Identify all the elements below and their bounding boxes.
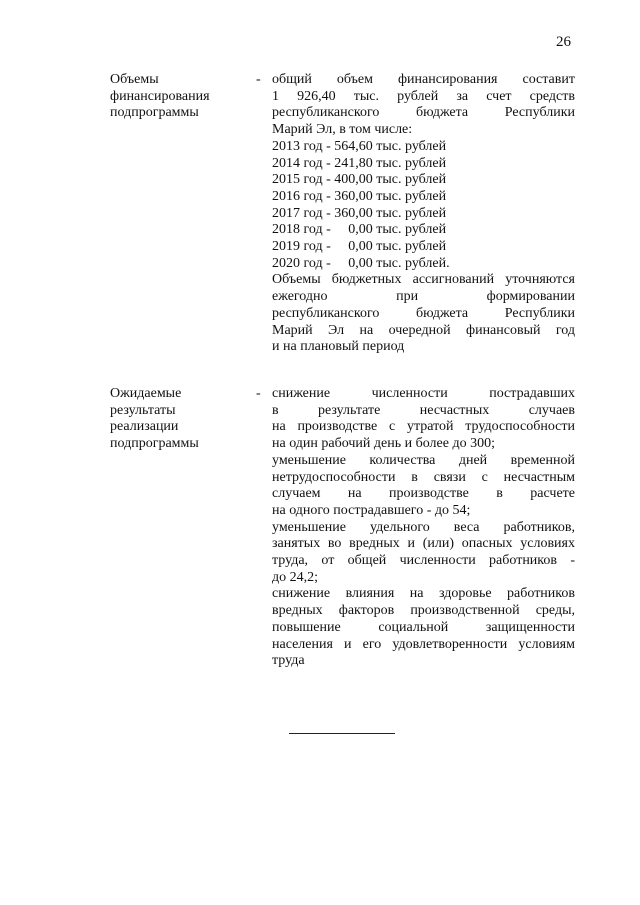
page-number: 26: [556, 34, 571, 50]
results-line: на один рабочий день и более до 300;: [272, 436, 495, 452]
results-line: снижение влияния на здоровье работников: [272, 586, 575, 602]
funding-year-line: 2013 год - 564,60 тыс. рублей: [272, 138, 447, 154]
results-line: на одного пострадавшего - до 54;: [272, 502, 471, 518]
results-line: труда: [272, 653, 305, 669]
results-line: на производстве с утратой трудоспособности: [272, 419, 575, 435]
results-line: случаем на производстве в расчете: [272, 486, 575, 502]
results-label-line: реализации: [110, 419, 179, 435]
results-line: труда, от общей численности работников -: [272, 553, 575, 569]
results-line: уменьшение количества дней временной: [272, 452, 575, 468]
funding-note-line: Объемы бюджетных ассигнований уточняются: [272, 272, 575, 288]
funding-intro-last: Марий Эл, в том числе:: [272, 122, 413, 138]
funding-year-line: 2017 год - 360,00 тыс. рублей: [272, 205, 447, 221]
results-label-line: результаты: [110, 402, 176, 418]
results-label-line: Ожидаемые: [110, 386, 182, 401]
funding-label-line: Объемы: [110, 72, 159, 87]
results-line: снижение численности пострадавших: [272, 386, 575, 401]
funding-note-last: и на плановый период: [272, 339, 405, 355]
funding-note-line: республиканского бюджета Республики: [272, 305, 575, 321]
funding-year-line: 2016 год - 360,00 тыс. рублей: [272, 188, 447, 204]
funding-dash: -: [256, 72, 261, 87]
results-line: в результате несчастных случаев: [272, 402, 575, 418]
funding-content: [272, 72, 575, 356]
results-line: населения и его удовлетворенности условиям: [272, 636, 575, 652]
funding-label-line: финансирования: [110, 88, 210, 104]
funding-year-line: 2015 год - 400,00 тыс. рублей: [272, 172, 447, 188]
funding-label-line: подпрограммы: [110, 105, 199, 121]
results-line: до 24,2;: [272, 569, 319, 585]
funding-label: [110, 72, 250, 122]
funding-note-line: Марий Эл на очередной финансовый год: [272, 322, 575, 338]
funding-year-line: 2019 год - 0,00 тыс. рублей: [272, 239, 447, 255]
funding-year-line: 2018 год - 0,00 тыс. рублей: [272, 222, 447, 238]
results-line: уменьшение удельного веса работников,: [272, 519, 575, 535]
results-line: занятых во вредных и (или) опасных условиях: [272, 536, 575, 552]
results-label: [110, 386, 250, 453]
results-label-line: подпрограммы: [110, 436, 199, 452]
funding-intro-line: 1 926,40 тыс. рублей за счет средств: [272, 88, 575, 104]
results-line: нетрудоспособности в связи с несчастным: [272, 469, 575, 485]
funding-intro-line: республиканского бюджета Республики: [272, 105, 575, 121]
results-content: [272, 386, 575, 670]
results-line: вредных факторов производственной среды,: [272, 603, 575, 619]
funding-intro-line: общий объем финансирования составит: [272, 72, 575, 87]
funding-year-line: 2014 год - 241,80 тыс. рублей: [272, 155, 447, 171]
funding-note-line: ежегодно при формировании: [272, 289, 575, 305]
results-dash: -: [256, 386, 261, 401]
closing-divider-line: [289, 733, 395, 734]
results-line: повышение социальной защищенности: [272, 619, 575, 635]
funding-year-line: 2020 год - 0,00 тыс. рублей.: [272, 255, 450, 271]
